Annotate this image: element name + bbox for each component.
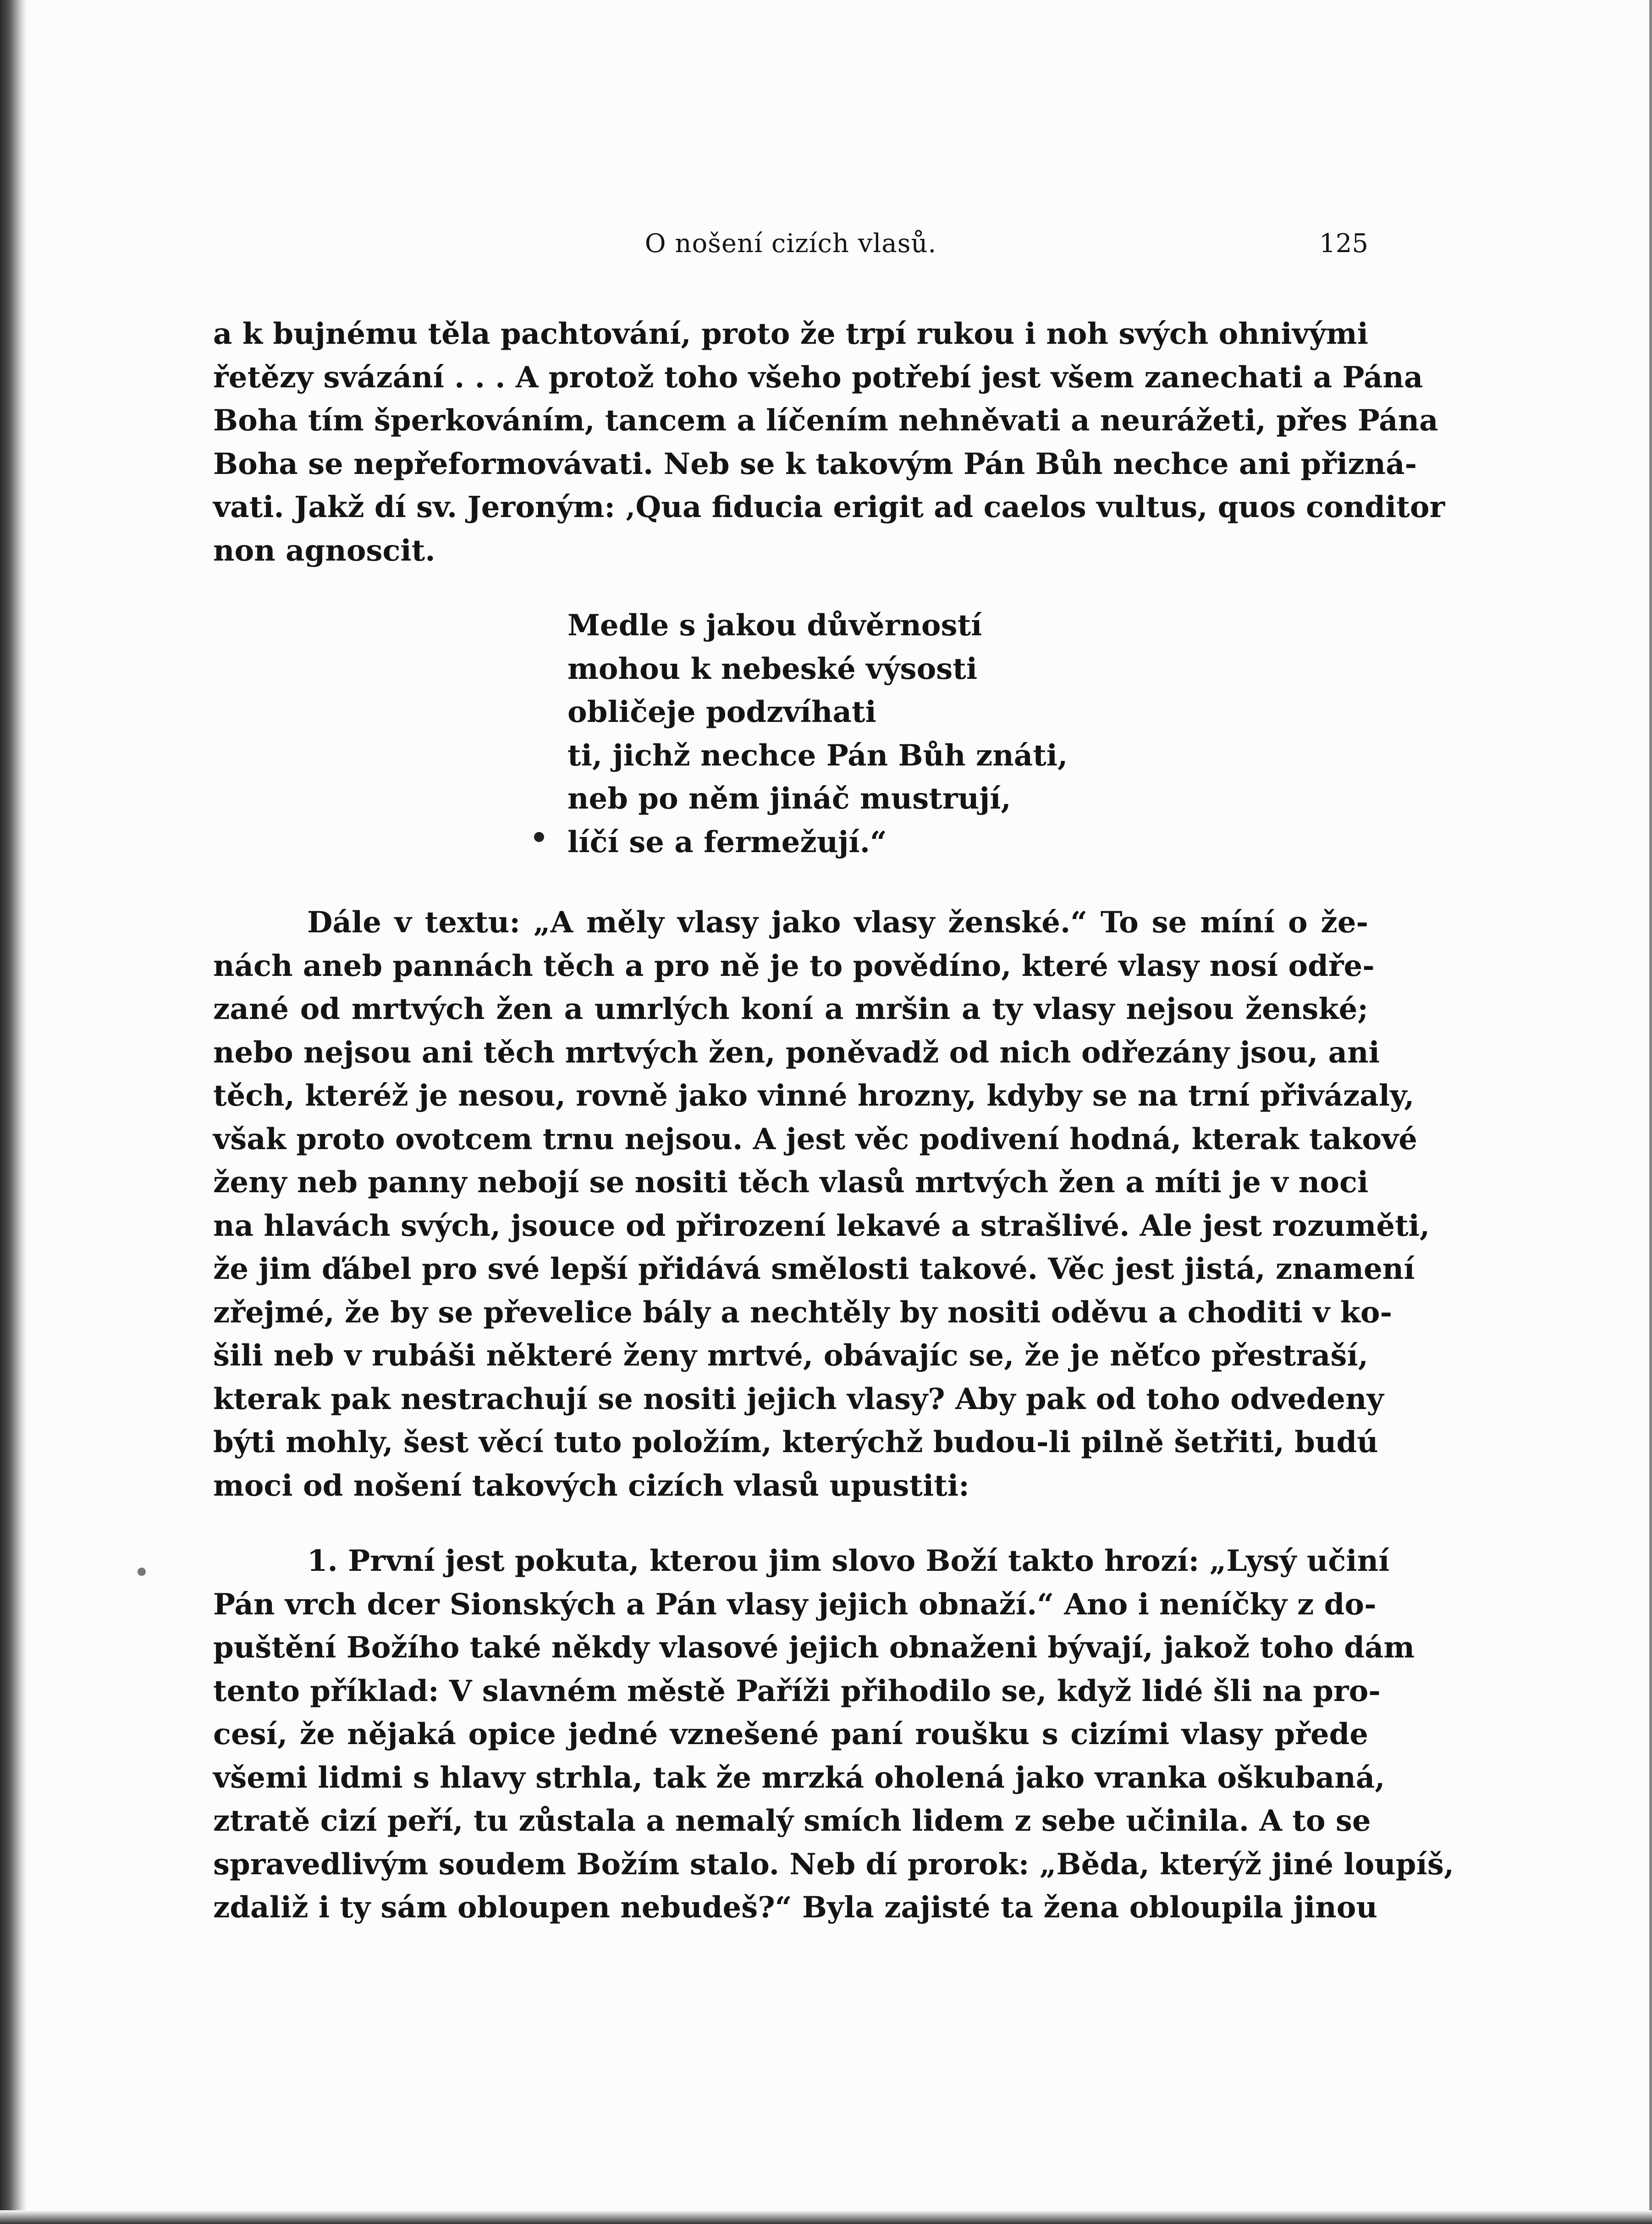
verse-line: líčí se a fermežují.“	[567, 825, 887, 859]
text-line: Boha se nepřeformovávati. Neb se k takovým Pán Bůh nechce ani přizná-	[213, 446, 1417, 481]
text-line: spravedlivým soudem Božím stalo. Neb dí prorok: „Běda, kterýž jiné loupíš,	[213, 1847, 1454, 1882]
text-line: na hlavách svých, jsouce od přirození lekavé a strašlivé. Ale jest rozuměti,	[213, 1208, 1430, 1243]
verse-line: Medle s jakou důvěrností	[567, 608, 982, 643]
text-line: nebo nejsou ani těch mrtvých žen, poněvadž od nich odřezány jsou, ani	[213, 1035, 1380, 1070]
text-line: zdaliž i ty sám obloupen nebudeš?“ Byla zajisté ta žena obloupila jinou	[213, 1890, 1377, 1925]
text-line: Dále v textu: „A měly vlasy jako vlasy ženské.“ To se míní o že-	[307, 905, 1368, 940]
text-line: Boha tím šperkováním, tancem a líčením nehněvati a neurážeti, přes Pána	[213, 403, 1438, 438]
page-header	[213, 226, 1368, 262]
text-line: šili neb v rubáši některé ženy mrtvé, obávajíc se, že je něťco přestraší,	[213, 1338, 1368, 1373]
paragraph-3	[213, 1540, 1454, 1930]
running-title: O nošení cizích vlasů.	[644, 229, 937, 259]
paragraph-2	[213, 901, 1430, 1508]
text-line: že jim ďábel pro své lepší přidává smělosti takové. Věc jest jistá, znamení	[213, 1252, 1415, 1286]
text-line: však proto ovotcem trnu nejsou. A jest věc podivení hodná, kterak takové	[213, 1122, 1417, 1156]
text-line: vati. Jakž dí sv. Jeroným: ‚Qua fiducia erigit ad caelos vultus, quos conditor	[213, 490, 1445, 524]
text-line: nách aneb pannách těch a pro ně je to povědíno, které vlasy nosí odře-	[213, 948, 1375, 983]
verse-line: obličeje podzvíhati	[567, 695, 876, 729]
bottom-page-edge-shadow	[0, 2210, 1652, 2224]
text-line: býti mohly, šest věcí tuto položím, kterýchž budou-li pilně šetřiti, budú	[213, 1425, 1378, 1459]
text-line: těch, kteréž je nesou, rovně jako vinné hrozny, kdyby se na trní přivázaly,	[213, 1079, 1415, 1113]
text-line: kterak pak nestrachují se nositi jejich vlasy? Aby pak od toho odvedeny	[213, 1382, 1384, 1416]
verse-line: mohou k nebeské výsosti	[567, 651, 978, 686]
paragraph-1	[213, 313, 1445, 573]
text-line: ztratě cizí peří, tu zůstala a nemalý smích lidem z sebe učinila. A to se	[213, 1804, 1371, 1838]
text-line: zřejmé, že by se převelice bály a nechtěly by nositi oděvu a choditi v ko-	[213, 1295, 1393, 1330]
text-line: cesí, že nějaká opice jedné vznešené paní roušku s cizími vlasy přede	[213, 1717, 1368, 1751]
text-line: non agnoscit.	[213, 533, 435, 568]
text-line: zané od mrtvých žen a umrlých koní a mršin a ty vlasy nejsou ženské;	[213, 992, 1368, 1026]
right-page-edge	[1649, 0, 1652, 2224]
verse-block	[567, 604, 1438, 864]
text-line: a k bujnému těla pachtování, proto že trpí rukou i noh svých ohnivými	[213, 317, 1368, 351]
ink-speck	[534, 832, 544, 842]
text-line: ženy neb panny nebojí se nositi těch vlasů mrtvých žen a míti je v noci	[213, 1165, 1369, 1200]
verse-line: ti, jichž nechce Pán Bůh znáti,	[567, 738, 1068, 773]
page-number: 125	[1319, 229, 1368, 259]
verse-line: neb po něm jináč mustrují,	[567, 782, 1011, 816]
text-line: řetězy svázání . . . A protož toho všeho potřebí jest všem zanechati a Pána	[213, 360, 1423, 395]
ink-speck	[138, 1568, 146, 1576]
text-line: 1. První jest pokuta, kterou jim slovo Boží takto hrozí: „Lysý učiní	[307, 1544, 1390, 1578]
text-line: všemi lidmi s hlavy strhla, tak že mrzká oholená jako vranka oškubaná,	[213, 1760, 1385, 1795]
text-line: moci od nošení takových cizích vlasů upustiti:	[213, 1468, 969, 1503]
left-page-edge-shadow	[0, 0, 27, 2224]
text-line: Pán vrch dcer Sionských a Pán vlasy jejich obnaží.“ Ano i neníčky z do-	[213, 1587, 1377, 1622]
text-line: puštění Božího také někdy vlasové jejich obnaženi bývají, jakož toho dám	[213, 1630, 1415, 1665]
text-line: tento příklad: V slavném městě Paříži přihodilo se, když lidé šli na pro-	[213, 1674, 1381, 1708]
